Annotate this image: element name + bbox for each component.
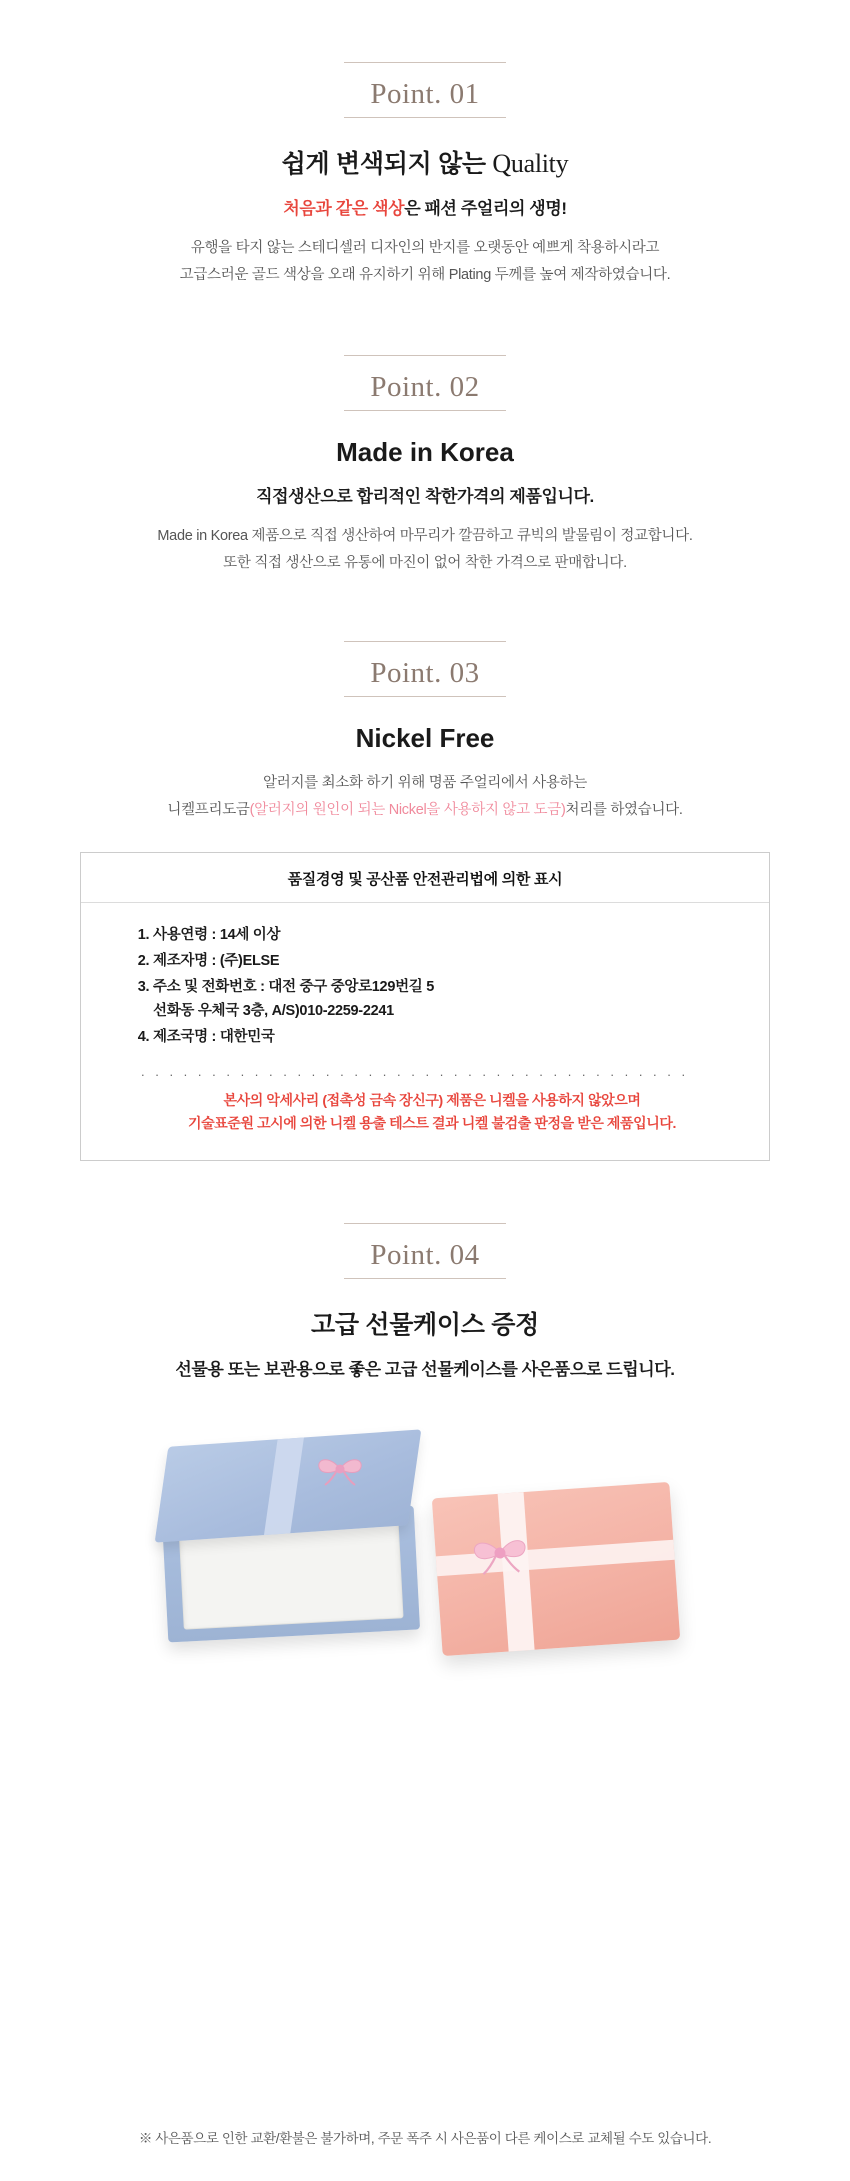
point-04-label: Point. 04	[370, 1238, 480, 1271]
point-01-desc-line-1: 유행을 타지 않는 스테디셀러 디자인의 반지를 오랫동안 예쁘게 착용하시라고	[190, 240, 660, 257]
cert-item-2: 제조자명 : (주)ELSE	[153, 952, 280, 969]
rule-bottom	[344, 117, 505, 118]
rule-bottom	[344, 410, 505, 411]
point-02-title: Made in Korea	[336, 437, 514, 468]
point-03-desc-post: 처리를 하였습니다.	[565, 801, 683, 818]
point-02-header	[334, 355, 515, 411]
point-04-title: 고급 선물케이스 증정	[311, 1310, 539, 1339]
point-02-label: Point. 02	[370, 370, 480, 403]
point-03-desc-line-2	[0, 797, 850, 824]
point-03-header	[334, 641, 515, 697]
section-point-04	[0, 1161, 850, 1686]
dotted-divider: . . . . . . . . . . . . . . . . . . . . . . . . . . . . . . . . . . . . . . .	[141, 1064, 689, 1080]
certification-body	[81, 903, 769, 1160]
point-03-desc-pink: (알러지의 원인이 되는 Nickel을 사용하지 않고 도금)	[249, 801, 566, 818]
certification-title: 품질경영 및 공산품 안전관리법에 의한 표시	[81, 853, 769, 903]
point-01-subtitle	[0, 194, 850, 219]
point-01-subtitle-accent: 처음과 같은 색상	[283, 199, 405, 219]
rule-bottom	[344, 696, 505, 697]
point-01-title	[0, 144, 850, 180]
section-point-03	[0, 577, 850, 1161]
certification-note-line-1: 본사의 악세사리 (접촉성 금속 장신구) 제품은 니켈을 사용하지 않았으며	[223, 1092, 641, 1109]
pink-box-bow-icon	[466, 1529, 535, 1576]
point-03-title: Nickel Free	[355, 723, 495, 753]
point-03-label: Point. 03	[370, 656, 480, 689]
point-02-desc-line-1: Made in Korea 제품으로 직접 생산하여 마무리가 깔끔하고 큐빅의 발물림이 정교합니다.	[157, 528, 693, 545]
rule-top	[344, 1223, 505, 1224]
gift-case-illustration	[145, 1416, 705, 1686]
cert-item-3-sub: 선화동 우체국 3층, A/S)010-2259-2241	[153, 1003, 394, 1020]
list-item	[153, 923, 729, 948]
point-04-header	[334, 1223, 515, 1279]
section-point-02	[0, 289, 850, 577]
section-point-01	[0, 0, 850, 289]
certification-box	[80, 852, 770, 1161]
rule-top	[344, 355, 505, 356]
point-01-header	[334, 62, 515, 118]
point-03-description	[0, 770, 850, 824]
rule-top	[344, 62, 505, 63]
certification-note	[135, 1089, 729, 1137]
footer-note: ※ 사은품으로 인한 교환/환불은 불가하며, 주문 폭주 시 사은품이 다른 케이스로 교체될 수도 있습니다.	[138, 2131, 712, 2146]
cert-item-4: 제조국명 : 대한민국	[153, 1029, 275, 1046]
blue-box-lid	[155, 1429, 422, 1542]
point-02-subtitle: 직접생산으로 합리적인 착한가격의 제품입니다.	[256, 487, 594, 507]
point-04-subtitle: 선물용 또는 보관용으로 좋은 고급 선물케이스를 사은품으로 드립니다.	[175, 1359, 675, 1379]
point-01-subtitle-rest: 은 패션 주얼리의 생명!	[404, 199, 567, 219]
list-item	[153, 975, 729, 1025]
blue-box-bow-icon	[313, 1452, 367, 1486]
point-01-label: Point. 01	[370, 78, 480, 110]
certification-note-line-2: 기술표준원 고시에 의한 니켈 용출 테스트 결과 니켈 불검출 판정을 받은 제품입니다.	[187, 1115, 677, 1132]
rule-top	[344, 641, 505, 642]
certification-list	[135, 923, 729, 1051]
rule-bottom	[344, 1278, 505, 1279]
list-item	[153, 1025, 729, 1050]
point-02-description	[0, 523, 850, 577]
blue-lid-ribbon	[264, 1437, 304, 1535]
cert-item-3: 주소 및 전화번호 : 대전 중구 중앙로129번길 5	[153, 978, 434, 995]
point-01-title-en: Quality	[492, 149, 569, 179]
point-01-desc-line-2: 고급스러운 골드 색상을 오래 유지하기 위해 Plating 두께를 높여 제작하였습니다.	[179, 267, 671, 284]
point-03-desc-pre: 니켈프리도금	[167, 801, 250, 818]
point-01-title-ko: 쉽게 변색되지 않는	[281, 150, 493, 179]
point-02-desc-line-2: 또한 직접 생산으로 유통에 마진이 없어 착한 가격으로 판매합니다.	[223, 554, 627, 571]
point-03-desc-line-1: 알러지를 최소화 하기 위해 명품 주얼리에서 사용하는	[263, 775, 587, 791]
list-item	[153, 949, 729, 974]
point-01-description	[0, 235, 850, 289]
cert-item-1: 사용연령 : 14세 이상	[153, 926, 281, 943]
